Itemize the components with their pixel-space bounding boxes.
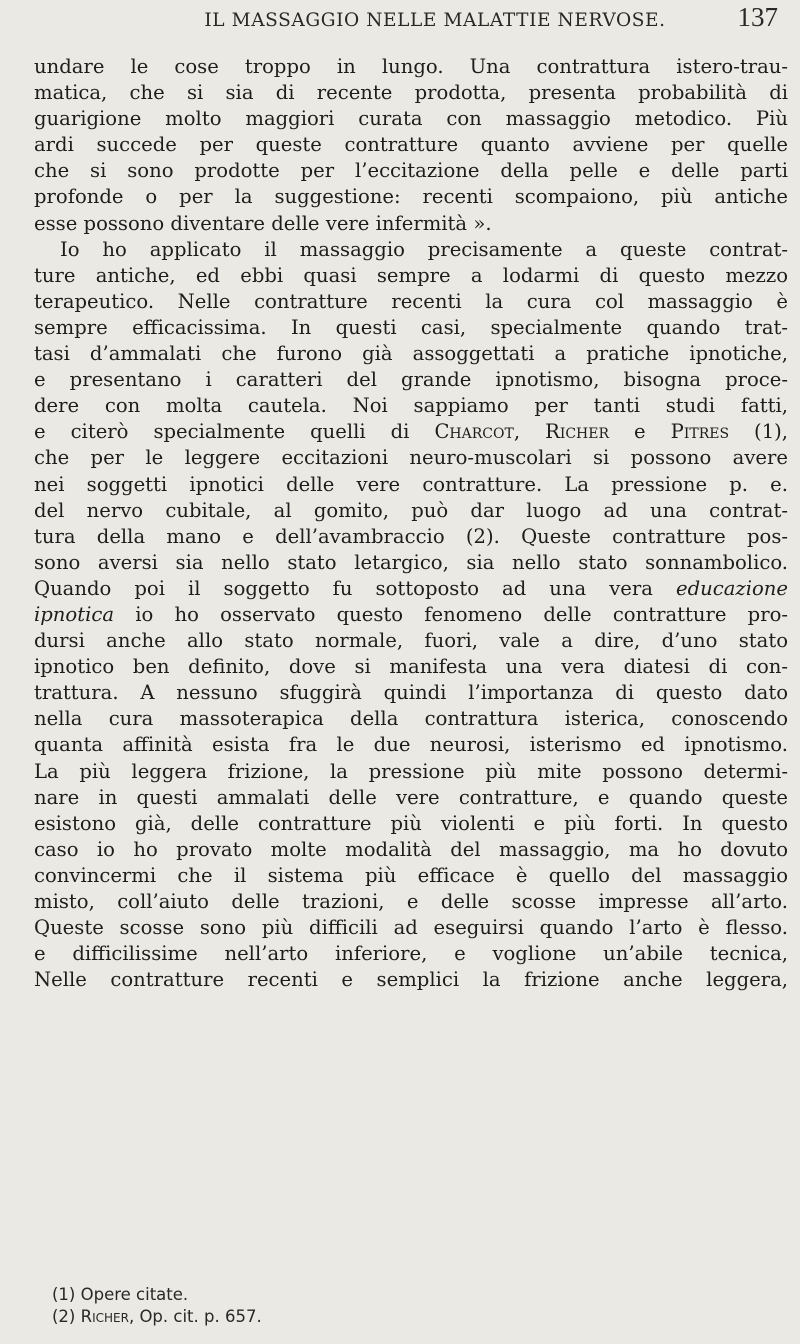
page-number: 137 — [737, 2, 778, 32]
footnotes — [52, 1284, 752, 1328]
author-pitres: Pitres — [670, 420, 730, 444]
text-line: La più leggera frizione, la pressione più mite possono determi- — [34, 759, 788, 783]
text-fragment: io ho osservato questo fenomeno delle contratture pro- — [135, 602, 788, 626]
footnote-marker: (2) — [52, 1307, 76, 1326]
text-line: che si sono prodotte per l’eccitazione della pelle e delle parti — [34, 159, 788, 183]
text-line: sono aversi sia nello stato letargico, sia nello stato sonnambolico. — [34, 550, 788, 574]
author-richer: Richer — [545, 420, 610, 444]
text-line: ipnotico ben definito, dove si manifesta una vera diatesi di con- — [34, 655, 788, 679]
text-fragment: e — [634, 420, 646, 444]
text-line: Io ho applicato il massaggio precisamente a queste contrat- — [60, 237, 788, 261]
text-line: nella cura massoterapica della contrattura isterica, conoscendo — [34, 707, 788, 731]
footnote-1 — [52, 1284, 752, 1306]
text-line: tasi d’ammalati che furono già assoggettati a pratiche ipnotiche, — [34, 342, 788, 366]
text-line: misto, coll’aiuto delle trazioni, e delle scosse impresse all’arto. — [34, 890, 788, 913]
text-line: e presentano i caratteri del grande ipnotismo, bisogna proce- — [34, 368, 788, 392]
text-fragment: Quando poi il soggetto fu sottoposto ad una vera — [34, 576, 653, 600]
text-line: ardi succede per queste contratture quanto avviene per quelle — [34, 133, 788, 157]
text-line: terapeutico. Nelle contratture recenti la cura col massaggio è — [34, 289, 788, 313]
text-fragment: e citerò specialmente quelli di — [34, 420, 410, 444]
text-line: esse possono diventare delle vere infermità ». — [34, 211, 492, 235]
footnote-2 — [52, 1306, 752, 1328]
footnote-marker: (1) — [52, 1285, 76, 1304]
text-line: tura della mano e dell’avambraccio (2). Queste contratture pos- — [34, 524, 788, 548]
text-line: profonde o per la suggestione: recenti scompaiono, più antiche — [34, 185, 788, 209]
text-line: sempre efficacissima. In questi casi, specialmente quando trat- — [34, 315, 788, 339]
text-line: del nervo cubitale, al gomito, può dar luogo ad una contrat- — [34, 498, 788, 522]
text-line: dere con molta cautela. Noi sappiamo per tanti studi fatti, — [34, 394, 788, 418]
footnote-author: Richer — [80, 1307, 129, 1326]
body-text — [34, 54, 788, 993]
text-line: esistono già, delle contratture più violenti e più forti. In questo — [34, 811, 788, 835]
text-line: convincermi che il sistema più efficace è quello del massaggio — [34, 863, 788, 887]
text-line: nare in questi ammalati delle vere contratture, e quando queste — [34, 785, 788, 809]
running-title: IL MASSAGGIO NELLE MALATTIE NERVOSE. — [204, 10, 666, 31]
footnote-text: , Op. cit. p. 657. — [128, 1307, 262, 1326]
text-line: undare le cose troppo in lungo. Una contrattura istero-trau- — [34, 55, 788, 78]
text-line: dursi anche allo stato normale, fuori, vale a dire, d’uno stato — [34, 629, 788, 653]
text-line: Queste scosse sono più difficili ad eseguirsi quando l’arto è flesso. — [34, 916, 788, 940]
text-line: Nelle contratture recenti e semplici la frizione anche leggera, — [34, 968, 788, 992]
text-line: e difficilissime nell’arto inferiore, e voglione un’abile tecnica, — [34, 942, 788, 966]
text-line: nei soggetti ipnotici delle vere contratture. La pressione p. e. — [34, 472, 788, 496]
text-line: guarigione molto maggiori curata con massaggio metodico. Più — [34, 107, 788, 131]
text-line: matica, che si sia di recente prodotta, presenta probabilità di — [34, 81, 788, 105]
text-line-italic — [34, 602, 788, 628]
text-line: ture antiche, ed ebbi quasi sempre a lodarmi di questo mezzo — [34, 263, 788, 287]
text-line-italic — [34, 576, 788, 602]
text-line: trattura. A nessuno sfuggirà quindi l’importanza di questo dato — [34, 681, 788, 705]
text-fragment: , — [513, 420, 521, 444]
text-line: caso io ho provato molte modalità del massaggio, ma ho dovuto — [34, 837, 788, 861]
italic-phrase: educazione — [675, 576, 788, 600]
italic-phrase: ipnotica — [34, 602, 115, 626]
text-line: quanta affinità esista fra le due neurosi, isterismo ed ipnotismo. — [34, 733, 788, 757]
author-charcot: Charcot — [434, 420, 514, 444]
text-line: che per le leggere eccitazioni neuro-muscolari si possono avere — [34, 446, 788, 470]
footnote-ref: (1), — [754, 420, 788, 444]
text-line-citation — [34, 419, 788, 445]
footnote-text: Opere citate. — [80, 1285, 189, 1304]
